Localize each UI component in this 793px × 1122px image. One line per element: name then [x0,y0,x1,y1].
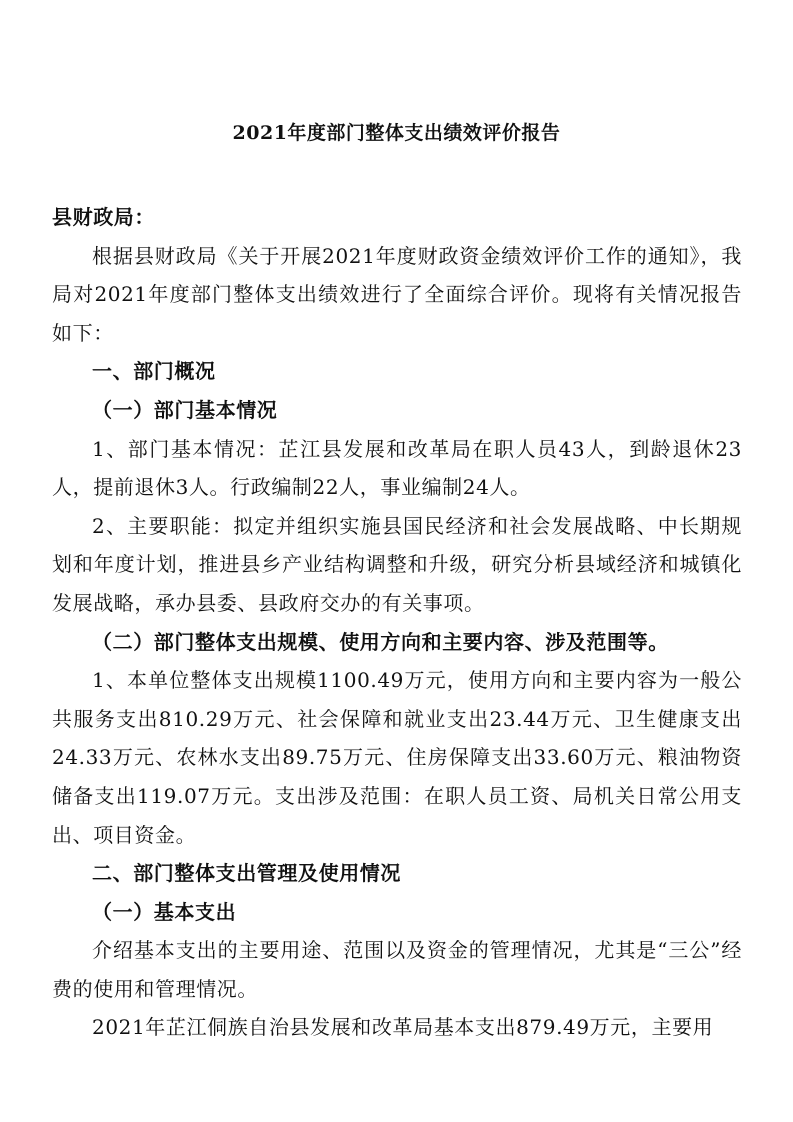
document-title: 2021年度部门整体支出绩效评价报告 [232,122,561,144]
section-1-2-heading: （二）部门整体支出规模、使用方向和主要内容、涉及范围等。 [92,629,669,654]
document-body [52,198,742,1047]
section-2-heading: 二、部门整体支出管理及使用情况 [92,861,401,886]
section-2-1-paragraph-1: 介绍基本支出的主要用途、范围以及资金的管理情况，尤其是“三公”经费的使用和管理情况。 [52,938,742,1001]
section-1-1-heading: （一）部门基本情况 [92,397,278,422]
section-1-2-paragraph-1: 1、本单位整体支出规模1100.49万元，使用方向和主要内容为一般公共服务支出810.29万元、社会保障和就业支出23.44万元、卫生健康支出24.33万元、农林水支出89.75万元、住房保障支出33.60万元、粮油物资储备支出119.07万元。支出涉及范围：在职人员工资、局机关日常公用支出、项目资金。 [52,668,742,847]
section-2-1-paragraph-2: 2021年芷江侗族自治县发展和改革局基本支出879.49万元，主要用 [92,1015,714,1040]
section-1-1-paragraph-2: 2、主要职能：拟定并组织实施县国民经济和社会发展战略、中长期规划和年度计划，推进县乡产业结构调整和升级，研究分析县域经济和城镇化发展战略，承办县委、县政府交办的有关事项。 [52,513,742,615]
section-1-heading: 一、部门概况 [92,359,216,384]
intro-paragraph: 根据县财政局《关于开展2021年度财政资金绩效评价工作的通知》，我局对2021年度部门整体支出绩效进行了全面综合评价。现将有关情况报告如下： [52,243,742,345]
salutation: 县财政局： [52,205,155,229]
section-2-1-heading: （一）基本支出 [92,899,237,924]
section-1-1-paragraph-1: 1、部门基本情况：芷江县发展和改革局在职人员43人，到龄退休23人，提前退休3人。行政编制22人，事业编制24人。 [52,436,742,500]
